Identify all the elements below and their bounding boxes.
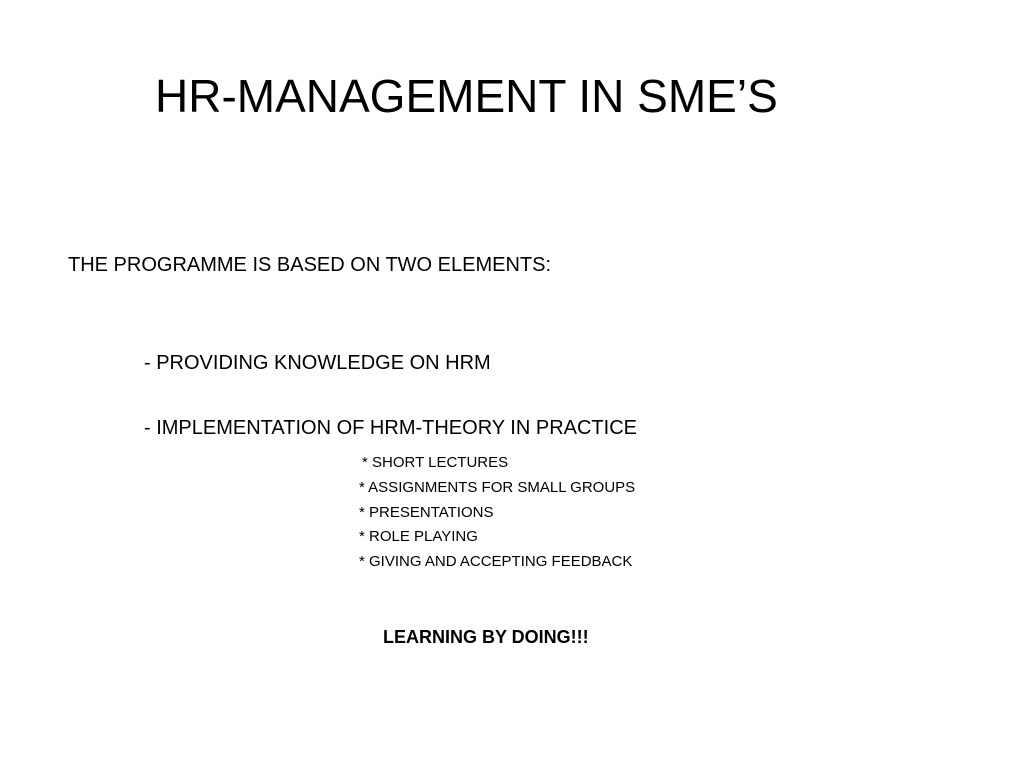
tagline: LEARNING BY DOING!!! [383,627,589,647]
subpoint-presentations: * PRESENTATIONS [359,504,494,521]
subpoint-feedback: * GIVING AND ACCEPTING FEEDBACK [359,553,633,570]
subpoint-short-lectures: * SHORT LECTURES [362,454,509,471]
slide-title: HR-MANAGEMENT IN SME’S [155,70,778,122]
intro-text: THE PROGRAMME IS BASED ON TWO ELEMENTS: [68,254,552,276]
subpoint-assignments: * ASSIGNMENTS FOR SMALL GROUPS [359,479,636,496]
point-implementation: - IMPLEMENTATION OF HRM-THEORY IN PRACTICE [144,417,637,439]
point-providing-knowledge: - PROVIDING KNOWLEDGE ON HRM [144,352,491,374]
subpoint-role-playing: * ROLE PLAYING [359,528,478,545]
